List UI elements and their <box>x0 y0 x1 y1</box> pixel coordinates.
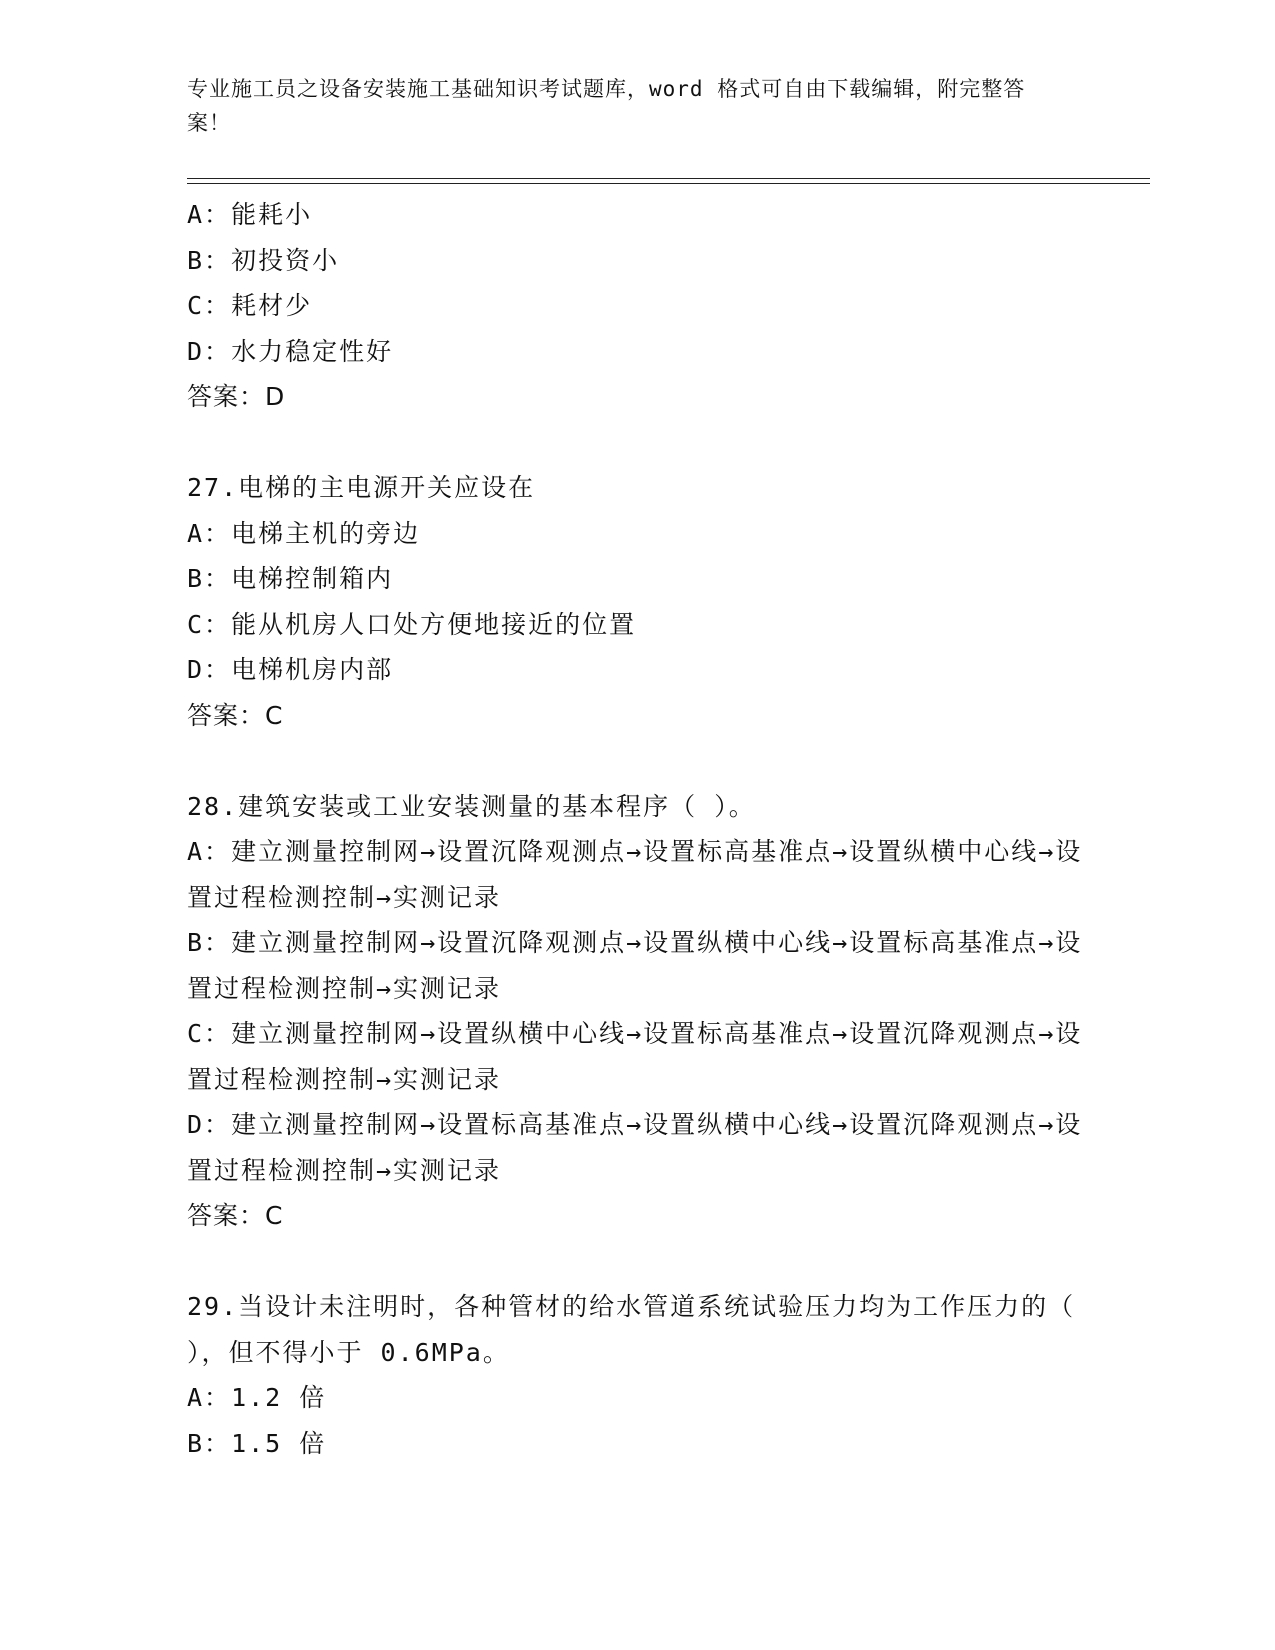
document-header: 专业施工员之设备安装施工基础知识考试题库，word 格式可自由下载编辑，附完整答案！ <box>187 77 1026 135</box>
answer-line: 答案：C <box>187 700 284 730</box>
question-block <box>187 465 1087 738</box>
option-d: D：建立测量控制网→设置标高基准点→设置纵横中心线→设置沉降观测点→设置过程检测控制→实测记录 <box>187 1110 1083 1185</box>
question-block <box>187 784 1087 1239</box>
option-b: B：1.5 倍 <box>187 1428 327 1458</box>
header-rule-top <box>187 178 1150 179</box>
option-c: C：建立测量控制网→设置纵横中心线→设置标高基准点→设置沉降观测点→设置过程检测控制→实测记录 <box>187 1019 1083 1094</box>
option-d: D：电梯机房内部 <box>187 655 394 684</box>
question-list <box>187 192 1093 1466</box>
header-rule-bottom <box>187 183 1150 184</box>
option-c: C：耗材少 <box>187 291 313 320</box>
option-d: D：水力稳定性好 <box>187 336 394 366</box>
question-text: 29.当设计未注明时，各种管材的给水管道系统试验压力均为工作压力的（ ），但不得小于 0.6MPa。 <box>187 1292 1093 1367</box>
option-b: B：电梯控制箱内 <box>187 564 394 593</box>
answer-line: 答案：C <box>187 1201 284 1230</box>
option-a: A：1.2 倍 <box>187 1383 327 1412</box>
question-block <box>187 192 1087 420</box>
option-c: C：能从机房人口处方便地接近的位置 <box>187 609 637 639</box>
question-text: 27.电梯的主电源开关应设在 <box>187 473 536 502</box>
option-b: B：初投资小 <box>187 245 340 275</box>
question-text: 28.建筑安装或工业安装测量的基本程序（ ）。 <box>187 791 756 821</box>
option-a: A：建立测量控制网→设置沉降观测点→设置标高基准点→设置纵横中心线→设置过程检测控制→实测记录 <box>187 837 1083 912</box>
option-a: A：能耗小 <box>187 200 313 229</box>
answer-line: 答案：D <box>187 382 286 411</box>
option-a: A：电梯主机的旁边 <box>187 518 421 548</box>
option-b: B：建立测量控制网→设置沉降观测点→设置纵横中心线→设置标高基准点→设置过程检测控制→实测记录 <box>187 928 1083 1003</box>
question-block <box>187 1284 1093 1466</box>
